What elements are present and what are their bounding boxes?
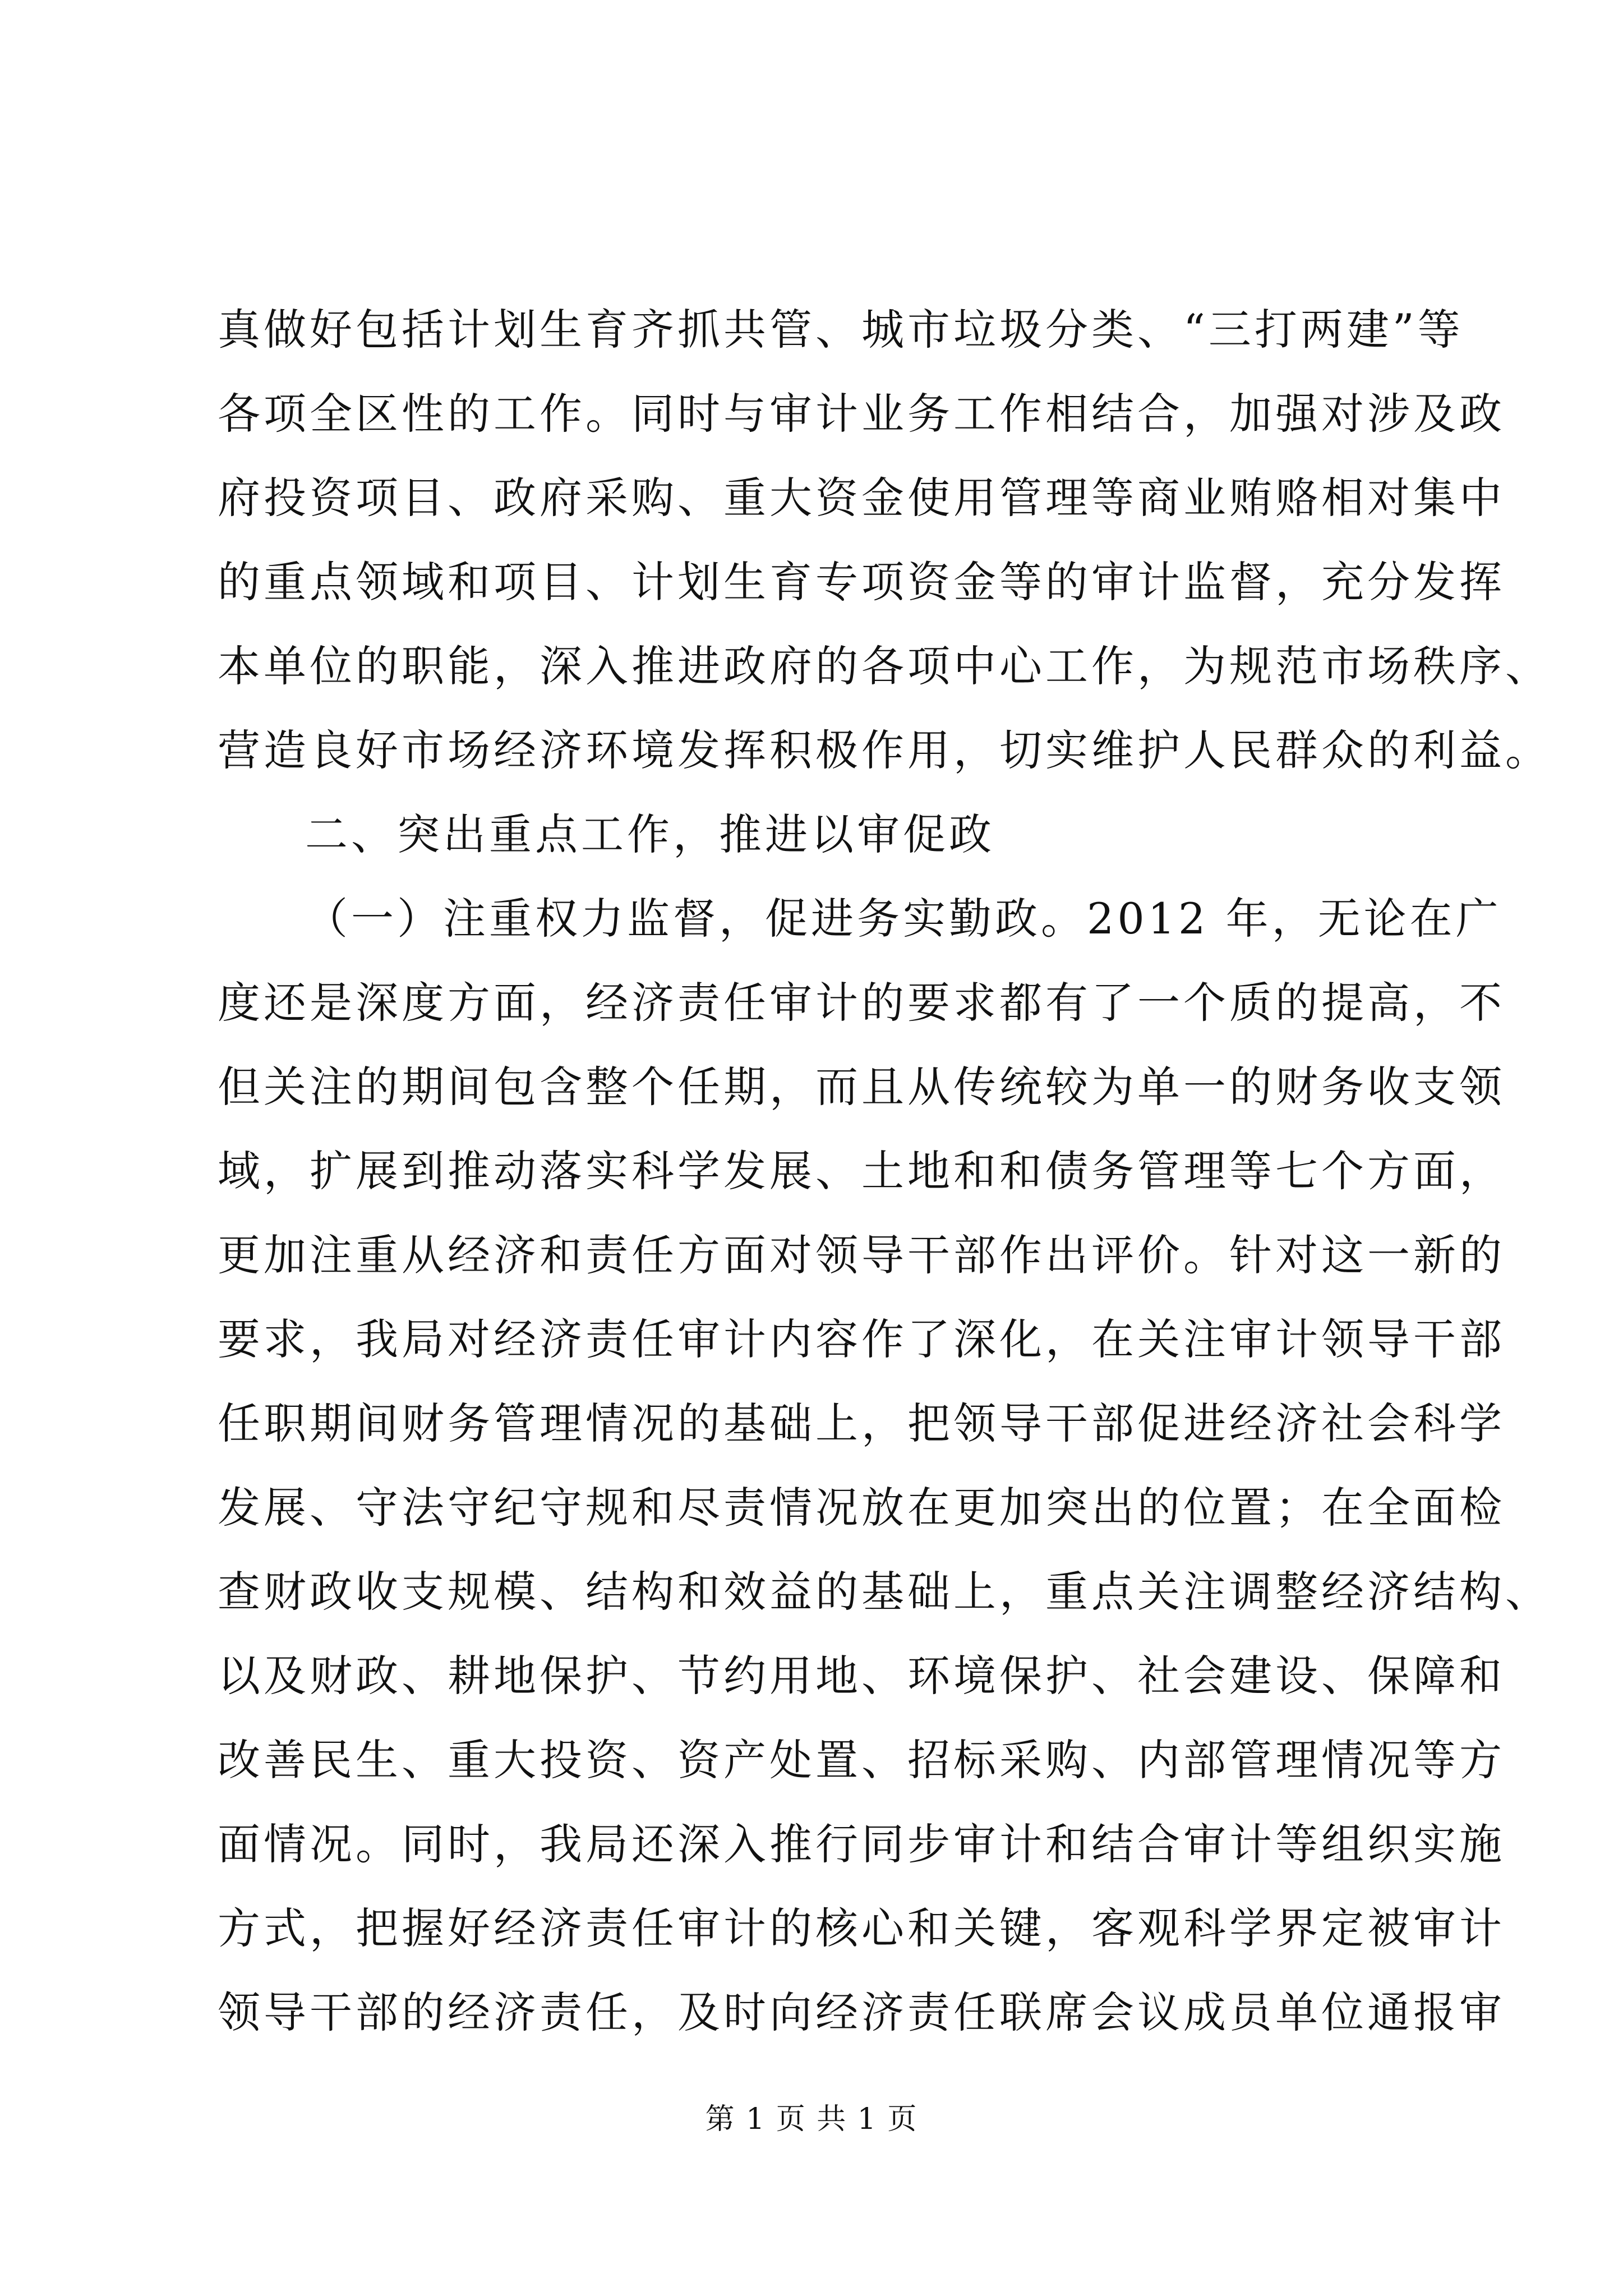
- body-line-4: 的重点领域和项目、计划生育专项资金等的审计监督，充分发挥: [218, 557, 1505, 607]
- body-line-9: 度还是深度方面，经济责任审计的要求都有了一个质的提高，不: [218, 978, 1505, 1028]
- body-line-19: 面情况。同时，我局还深入推行同步审计和结合审计等组织实施: [218, 1819, 1505, 1869]
- body-line-11: 域，扩展到推动落实科学发展、土地和和债务管理等七个方面，: [218, 1146, 1505, 1196]
- body-line-8: （一）注重权力监督，促进务实勤政。2012 年，无论在广: [305, 894, 1502, 944]
- body-line-14: 任职期间财务管理情况的基础上，把领导干部促进经济社会科学: [218, 1398, 1505, 1448]
- body-line-10: 但关注的期间包含整个任期，而且从传统较为单一的财务收支领: [218, 1062, 1505, 1112]
- body-line-13: 要求，我局对经济责任审计内容作了深化，在关注审计领导干部: [218, 1314, 1505, 1364]
- body-line-2: 各项全区性的工作。同时与审计业务工作相结合，加强对涉及政: [218, 389, 1505, 439]
- body-line-3: 府投资项目、政府采购、重大资金使用管理等商业贿赂相对集中: [218, 473, 1505, 523]
- body-line-18: 改善民生、重大投资、资产处置、招标采购、内部管理情况等方: [218, 1735, 1505, 1785]
- body-line-5: 本单位的职能，深入推进政府的各项中心工作，为规范市场秩序、: [218, 641, 1551, 691]
- body-line-21: 领导干部的经济责任，及时向经济责任联席会议成员单位通报审: [218, 1987, 1505, 2037]
- page-number-footer: 第 1 页 共 1 页: [705, 2102, 918, 2136]
- section-heading: 二、突出重点工作，推进以审促政: [305, 809, 995, 859]
- body-line-15: 发展、守法守纪守规和尽责情况放在更加突出的位置；在全面检: [218, 1483, 1505, 1533]
- body-line-17: 以及财政、耕地保护、节约用地、环境保护、社会建设、保障和: [218, 1651, 1505, 1701]
- body-line-1: 真做好包括计划生育齐抓共管、城市垃圾分类、“三打两建”等: [218, 305, 1464, 355]
- body-line-6: 营造良好市场经济环境发挥积极作用，切实维护人民群众的利益。: [218, 725, 1551, 775]
- body-line-12: 更加注重从经济和责任方面对领导干部作出评价。针对这一新的: [218, 1230, 1505, 1280]
- body-line-20: 方式，把握好经济责任审计的核心和关键，客观科学界定被审计: [218, 1903, 1505, 1953]
- body-line-16: 查财政收支规模、结构和效益的基础上，重点关注调整经济结构、: [218, 1567, 1551, 1617]
